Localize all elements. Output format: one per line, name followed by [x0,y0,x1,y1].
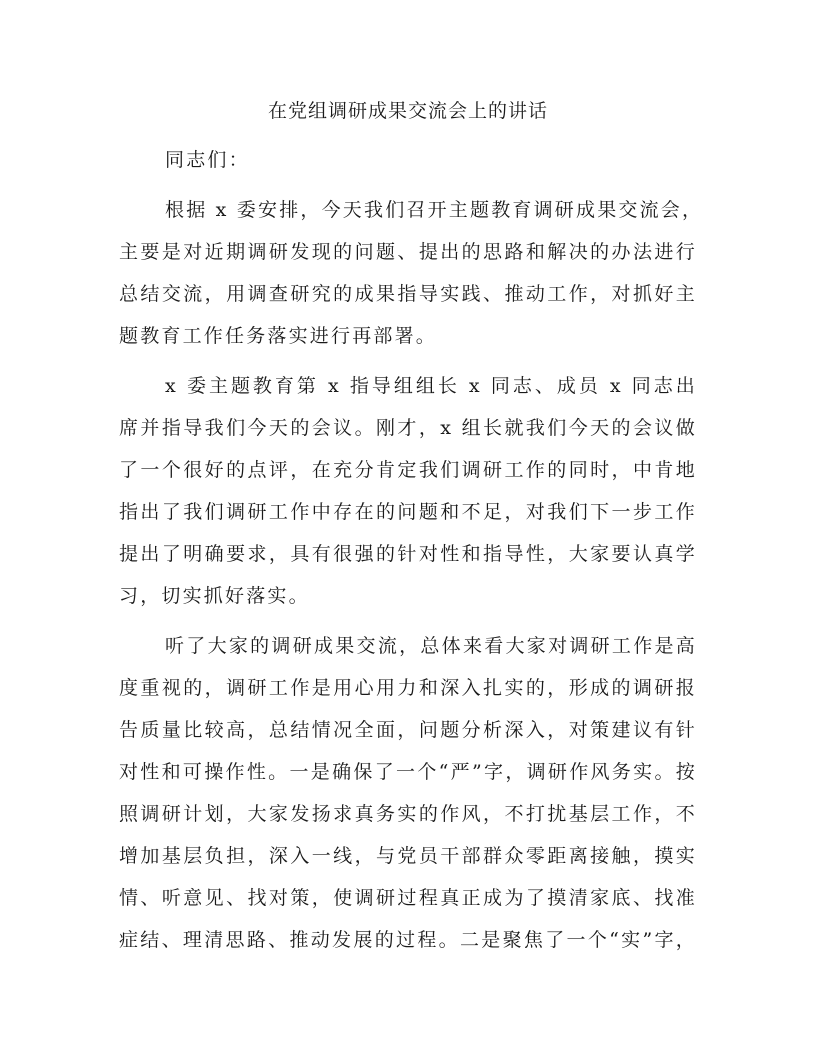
paragraph-3-line-6: 增加基层负担，深入一线，与党员干部群众零距离接触，摸实 [119,845,697,867]
paragraph-2-line-5: 提出了明确要求，具有很强的针对性和指导性，大家要认真学 [119,543,697,565]
document-title: 在党组调研成果交流会上的讲话 [267,100,548,122]
paragraph-3-line-1: 听了大家的调研成果交流，总体来看大家对调研工作是高 [165,635,697,657]
paragraph-2-line-4: 指出了我们调研工作中存在的问题和不足，对我们下一步工作 [119,501,697,523]
paragraph-1-line-4: 题教育工作任务落实进行再部署。 [119,325,438,347]
paragraph-3-line-4: 对性和可操作性。一是确保了一个“严”字，调研作风务实。按 [119,761,697,783]
paragraph-3-line-2: 度重视的，调研工作是用心用力和深入扎实的，形成的调研报 [119,677,697,699]
paragraph-1-line-3: 总结交流，用调查研究的成果指导实践、推动工作，对抓好主 [119,283,697,305]
paragraph-3-line-5: 照调研计划，大家发扬求真务实的作风，不打扰基层工作，不 [119,803,697,825]
salutation: 同志们： [165,149,250,171]
paragraph-3-line-7: 情、听意见、找对策，使调研过程真正成为了摸清家底、找准 [119,887,697,909]
paragraph-2-line-1: x 委主题教育第 x 指导组组长 x 同志、成员 x 同志出 [165,375,697,397]
paragraph-1-line-2: 主要是对近期调研发现的问题、提出的思路和解决的办法进行 [119,241,697,263]
paragraph-2-line-6: 习，切实抓好落实。 [119,585,310,607]
paragraph-1-line-1: 根据 x 委安排，今天我们召开主题教育调研成果交流会， [165,199,704,221]
paragraph-3-line-3: 告质量比较高，总结情况全面，问题分析深入，对策建议有针 [119,719,697,741]
paragraph-3-line-8: 症结、理清思路、推动发展的过程。二是聚焦了一个“实”字， [119,929,697,951]
paragraph-2-line-3: 了一个很好的点评，在充分肯定我们调研工作的同时，中肯地 [119,459,697,481]
paragraph-2-line-2: 席并指导我们今天的会议。刚才，x 组长就我们今天的会议做 [119,417,697,439]
